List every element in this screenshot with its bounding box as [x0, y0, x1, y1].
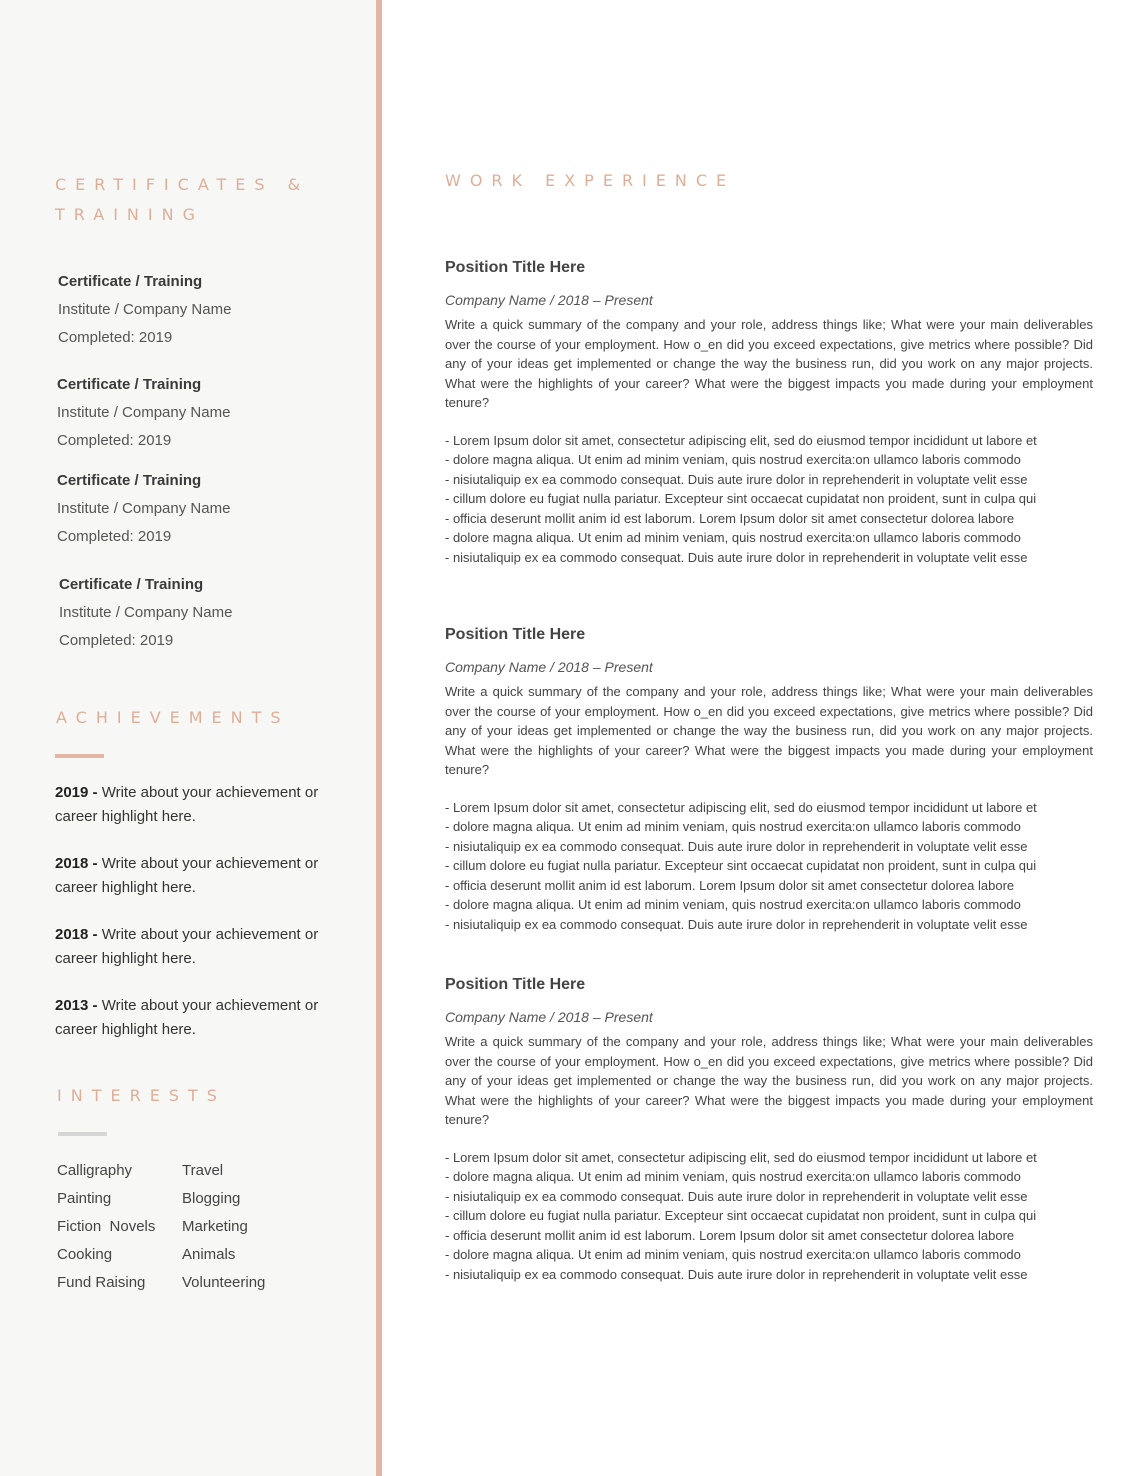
certificate-name: Certificate / Training [59, 576, 204, 593]
job-bullet: - officia deserunt mollit anim id est laborum. Lorem Ipsum dolor sit amet consectetur dolorea labore [445, 510, 1015, 526]
job-summary: Write a quick summary of the company and your role, address things like; What were your main deliverables over the course of your employment. How o_en did you exceed expectations, give metrics where possible? Did any of your ideas get implemented or change the way the business run, did you work on any major projects. What were the highlights of your career? What were the biggest impacts you made during your employment tenure? [445, 317, 1093, 410]
job-bullet: - officia deserunt mollit anim id est laborum. Lorem Ipsum dolor sit amet consectetur dolorea labore [445, 1227, 1015, 1243]
certificate-item [59, 571, 359, 655]
job-bullet: - dolore magna aliqua. Ut enim ad minim veniam, quis nostrud exercita:on ullamco laboris commodo [445, 1247, 1021, 1262]
achievement-item [55, 781, 355, 829]
interest-item: Fiction Novels [57, 1218, 156, 1235]
certificate-item [57, 371, 357, 455]
certificate-institute: Institute / Company Name [57, 404, 231, 421]
job-bullets [445, 431, 1093, 568]
certificate-name: Certificate / Training [57, 472, 202, 489]
job-bullet: - dolore magna aliqua. Ut enim ad minim veniam, quis nostrud exercita:on ullamco laboris commodo [445, 897, 1021, 912]
job-bullet: - Lorem Ipsum dolor sit amet, consectetur adipiscing elit, sed do eiusmod tempor incididunt ut labore et [445, 799, 1037, 815]
job-bullet: - cillum dolore eu fugiat nulla pariatur. Excepteur sint occaecat cupidatat non proident, sunt in culpa qui [445, 491, 1037, 506]
achievement-text: Write about your achievement or career highlight here. [55, 784, 319, 825]
interest-item: Volunteering [182, 1274, 266, 1291]
job-bullet: - nisiutaliquip ex ea commodo consequat. Duis aute irure dolor in reprehenderit in voluptate velit esse [445, 916, 1028, 932]
interest-item: Calligraphy [57, 1162, 133, 1179]
achievement-text: Write about your achievement or career highlight here. [55, 926, 319, 967]
work-experience-heading: WORK EXPERIENCE [445, 171, 736, 190]
job-position: Position Title Here [445, 976, 586, 993]
achievements-heading: ACHIEVEMENTS [56, 708, 290, 727]
job-bullets [445, 1148, 1093, 1285]
interest-item: Marketing [182, 1218, 248, 1235]
interest-item: Animals [182, 1246, 236, 1263]
job-bullet: - nisiutaliquip ex ea commodo consequat. Duis aute irure dolor in reprehenderit in voluptate velit esse [445, 471, 1028, 487]
job-summary: Write a quick summary of the company and your role, address things like; What were your main deliverables over the course of your employment. How o_en did you exceed expectations, give metrics where possible? Did any of your ideas get implemented or change the way the business run, did you work on any major projects. What were the highlights of your career? What were the biggest impacts you made during your employment tenure? [445, 684, 1093, 777]
job-bullet: - cillum dolore eu fugiat nulla pariatur. Excepteur sint occaecat cupidatat non proident, sunt in culpa qui [445, 858, 1037, 873]
job-company: Company Name / 2018 – Present [445, 659, 653, 675]
job-bullets [445, 798, 1093, 935]
job-position: Position Title Here [445, 259, 586, 276]
achievement-item [55, 994, 355, 1042]
interests-underline [58, 1132, 107, 1136]
job-entry [445, 622, 1093, 934]
certificate-institute: Institute / Company Name [59, 604, 233, 621]
interest-item: Travel [182, 1162, 224, 1179]
job-bullet: - officia deserunt mollit anim id est laborum. Lorem Ipsum dolor sit amet consectetur dolorea labore [445, 877, 1015, 893]
certificate-completed: Completed: 2019 [59, 632, 174, 649]
certificate-completed: Completed: 2019 [58, 329, 173, 346]
job-bullet: - nisiutaliquip ex ea commodo consequat. Duis aute irure dolor in reprehenderit in voluptate velit esse [445, 549, 1028, 565]
job-summary: Write a quick summary of the company and your role, address things like; What were your main deliverables over the course of your employment. How o_en did you exceed expectations, give metrics where possible? Did any of your ideas get implemented or change the way the business run, did you work on any major projects. What were the highlights of your career? What were the biggest impacts you made during your employment tenure? [445, 1034, 1093, 1127]
job-company: Company Name / 2018 – Present [445, 1009, 653, 1025]
achievement-item [55, 852, 355, 900]
interests-column-left [57, 1157, 155, 1297]
achievement-text: Write about your achievement or career highlight here. [55, 855, 319, 896]
job-bullet: - dolore magna aliqua. Ut enim ad minim veniam, quis nostrud exercita:on ullamco laboris commodo [445, 1169, 1021, 1184]
job-bullet: - cillum dolore eu fugiat nulla pariatur. Excepteur sint occaecat cupidatat non proident, sunt in culpa qui [445, 1208, 1037, 1223]
achievement-year: 2019 - [55, 784, 98, 801]
certificate-name: Certificate / Training [57, 376, 202, 393]
interest-item: Blogging [182, 1190, 241, 1207]
achievement-year: 2018 - [55, 926, 98, 943]
achievement-text: Write about your achievement or career highlight here. [55, 997, 319, 1038]
certificate-institute: Institute / Company Name [57, 500, 231, 517]
job-company: Company Name / 2018 – Present [445, 292, 653, 308]
interests-heading: INTERESTS [57, 1086, 226, 1105]
job-entry [445, 972, 1093, 1284]
certificate-completed: Completed: 2019 [57, 528, 172, 545]
interest-item: Cooking [57, 1246, 113, 1263]
interest-item: Fund Raising [57, 1274, 146, 1291]
job-bullet: - dolore magna aliqua. Ut enim ad minim veniam, quis nostrud exercita:on ullamco laboris commodo [445, 819, 1021, 834]
certificate-name: Certificate / Training [58, 273, 203, 290]
job-bullet: - nisiutaliquip ex ea commodo consequat. Duis aute irure dolor in reprehenderit in voluptate velit esse [445, 838, 1028, 854]
job-bullet: - Lorem Ipsum dolor sit amet, consectetur adipiscing elit, sed do eiusmod tempor incididunt ut labore et [445, 432, 1037, 448]
achievement-item [55, 923, 355, 971]
job-bullet: - nisiutaliquip ex ea commodo consequat. Duis aute irure dolor in reprehenderit in voluptate velit esse [445, 1188, 1028, 1204]
certificate-item [57, 467, 357, 551]
job-entry [445, 255, 1093, 567]
job-bullet: - Lorem Ipsum dolor sit amet, consectetur adipiscing elit, sed do eiusmod tempor incididunt ut labore et [445, 1149, 1037, 1165]
sidebar [0, 0, 377, 1476]
vertical-divider [376, 0, 382, 1476]
achievements-underline [55, 754, 104, 758]
job-bullet: - nisiutaliquip ex ea commodo consequat. Duis aute irure dolor in reprehenderit in voluptate velit esse [445, 1266, 1028, 1282]
achievement-year: 2018 - [55, 855, 98, 872]
interests-column-right [182, 1157, 265, 1297]
certificate-item [58, 268, 358, 352]
interest-item: Painting [57, 1190, 112, 1207]
job-bullet: - dolore magna aliqua. Ut enim ad minim veniam, quis nostrud exercita:on ullamco laboris commodo [445, 530, 1021, 545]
certificate-completed: Completed: 2019 [57, 432, 172, 449]
certificates-heading: CERTIFICATES & TRAINING [55, 175, 310, 224]
achievement-year: 2013 - [55, 997, 98, 1014]
job-bullet: - dolore magna aliqua. Ut enim ad minim veniam, quis nostrud exercita:on ullamco laboris commodo [445, 452, 1021, 467]
main-content [383, 0, 1140, 1476]
job-position: Position Title Here [445, 626, 586, 643]
certificate-institute: Institute / Company Name [58, 301, 232, 318]
